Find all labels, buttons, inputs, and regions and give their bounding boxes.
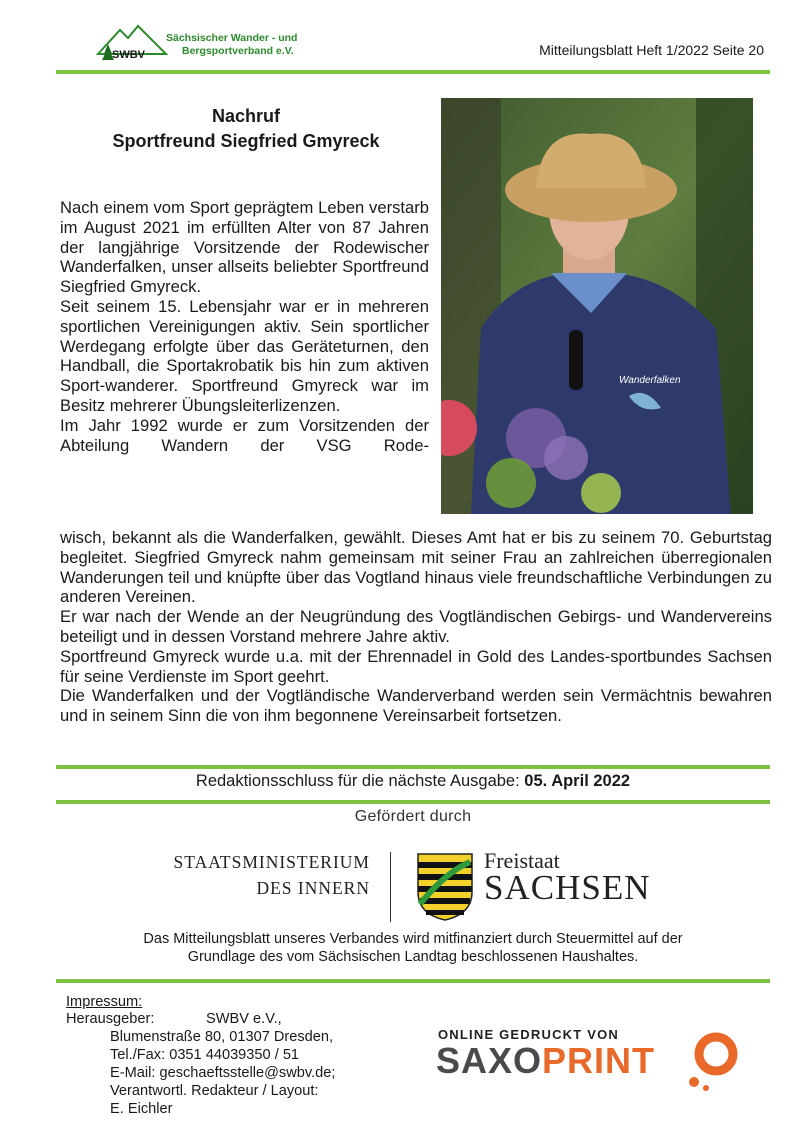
shirt-text: Wanderfalken: [619, 375, 681, 386]
saxony-crest-icon: [416, 852, 474, 922]
funded-by: Gefördert durch: [354, 808, 472, 825]
publisher-address: Blumenstraße 80, 01307 Dresden,: [110, 1029, 334, 1045]
state-line1: Freistaat: [484, 848, 560, 873]
article-title: Nachruf: [211, 106, 280, 126]
paragraph-1: Nach einem vom Sport geprägtem Leben verstarb im August 2021 im erfüllten Alter von 87 Jahren der langjährige Vorsitzende der Rodewischer Wanderfalken, unser allseits beliebter Sportfreund Siegfried Gmyreck.: [60, 198, 429, 297]
issue-info: Mitteilungsblatt Heft 1/2022 Seite 20: [539, 42, 764, 58]
deadline-notice: [56, 772, 770, 791]
publisher-phone: Tel./Fax: 0351 44039350 / 51: [110, 1047, 300, 1063]
paragraph-6: Die Wanderfalken und der Vogtländische Wanderverband werden sein Vermächtnis bewahren und in seinem Sinn die von ihm begonnene Vereinsarbeit fortsetzen.: [60, 686, 772, 726]
portrait-photo: [441, 98, 753, 514]
funding-note: [56, 930, 770, 966]
org-name-line1: Sächsischer Wander - und: [166, 32, 298, 44]
deadline-rule-bottom: [56, 800, 770, 804]
editor-name: E. Eichler: [110, 1101, 173, 1117]
printer-brand-part2: PRINT: [542, 1040, 656, 1081]
state-line2: SACHSEN: [484, 868, 651, 907]
funding-divider: [390, 852, 391, 922]
deadline-date: 05. April 2022: [524, 772, 631, 790]
paragraph-3-rest: wisch, bekannt als die Wanderfalken, gewählt. Dieses Amt hat er bis zu seinem 70. Geburtstag begleitet. Siegfried Gmyreck nahm gemeinsam mit seiner Frau an zahlreichen überregionalen Wanderungen teil und knüpfte über das Vogtland hinaus viele freundschaftliche Verbindungen zu anderen Vereinen.: [60, 528, 772, 607]
org-name-line2: Bergsportverband e.V.: [182, 45, 294, 57]
paragraph-4: Er war nach der Wende an der Neugründung des Vogtländischen Gebirgs- und Wandervereins beteiligt und in dessen Vorstand mehrere Jahre aktiv.: [60, 607, 772, 646]
funding-note-line2: Grundlage des vom Sächsischen Landtag beschlossenen Haushaltes.: [187, 949, 639, 965]
publisher-label: Herausgeber:: [66, 1011, 155, 1027]
printer-brand: [436, 1040, 655, 1082]
deadline-rule-top: [56, 765, 770, 769]
paragraph-2: Seit seinem 15. Lebensjahr war er in mehreren sportlichen Vereinigungen aktiv. Sein sportlicher Werdegang erfolgte über das Geräteturnen, den Handball, die Sportakrobatik bis hin zum aktiven Sport-wanderer. Sportfreund Gmyreck war im Besitz mehrerer Übungsleiterlizenzen.: [60, 296, 429, 415]
article-subtitle: Sportfreund Siegfried Gmyreck: [112, 131, 380, 151]
ministry-line1: STAATSMINISTERIUM: [173, 852, 370, 872]
header-rule: [56, 70, 770, 74]
paragraph-3-left: Im Jahr 1992 wurde er zum Vorsitzenden der Abteilung Wandern der VSG Rode-: [60, 415, 429, 455]
editor-label: Verantwortl. Redakteur / Layout:: [110, 1083, 319, 1099]
publisher-email: E-Mail: geschaeftsstelle@swbv.de;: [110, 1065, 336, 1081]
saxoprint-drop-icon: [682, 1030, 740, 1092]
paragraph-5: Sportfreund Gmyreck wurde u.a. mit der Ehrennadel in Gold des Landes-sportbundes Sachsen für seine Verdienste im Sport geehrt.: [60, 646, 772, 686]
deadline-label: Redaktionsschluss für die nächste Ausgabe:: [195, 772, 525, 790]
publisher-name: SWBV e.V.,: [206, 1011, 282, 1027]
printer-tagline: ONLINE GEDRUCKT VON: [438, 1027, 619, 1042]
impressum-rule: [56, 979, 770, 983]
printer-brand-part1: SAXO: [436, 1040, 543, 1081]
funding-note-line1: Das Mitteilungsblatt unseres Verbandes wird mitfinanziert durch Steuermittel auf der: [143, 931, 683, 947]
ministry-line2: DES INNERN: [256, 878, 370, 898]
logo-text: SWBV: [112, 49, 145, 61]
swbv-logo: [92, 20, 172, 64]
impressum-heading: Impressum:: [66, 994, 143, 1010]
article-column-left: [60, 198, 429, 455]
article-column-full: [60, 528, 772, 726]
